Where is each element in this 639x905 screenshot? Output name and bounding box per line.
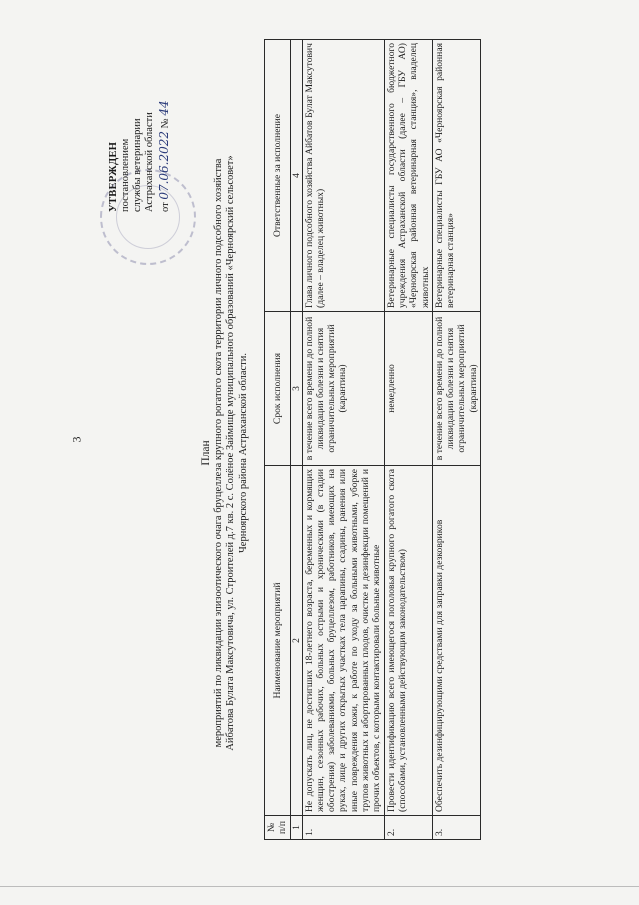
row-responsible: Глава личного подсобного хозяйства Айбатов Булат Максутович (далее – владелец животных) [302, 40, 384, 312]
header-num: № п/п [265, 816, 291, 840]
scan-edge-line [0, 886, 639, 887]
row-number: 3. [432, 816, 480, 840]
document-title: План [200, 440, 212, 466]
row-measure: Провести идентификацию всего имеющегося поголовья крупного рогатого скота (способами, установленными действующим законодательством) [384, 466, 432, 816]
heading-line: Черноярского района Астраханской области. [237, 353, 249, 554]
column-number: 2 [290, 466, 302, 816]
table-row [384, 40, 432, 840]
table-row [302, 40, 384, 840]
handwritten-date: 07.06.2022 [157, 130, 171, 200]
row-responsible: Ветеринарные специалисты государственного бюджетного учреждения Астраханской области (далее – ГБУ АО) «Черноярская районная ветеринарная станция», владелец животных [384, 40, 432, 312]
approval-date-line [158, 34, 172, 212]
row-term: немедленно [384, 312, 432, 466]
heading-line: Айбатова Булата Максутовича, ул. Строителей д.7 кв. 2 с. Солёное Займище муниципального образований «Черноярский сельсовет» [225, 155, 236, 751]
header-responsible: Ответственные за исполнение [265, 40, 291, 312]
date-prefix: от [160, 202, 171, 212]
rotated-sheet [106, 26, 546, 880]
row-term: в течение всего времени до полной ликвидации болезни и снятия ограничительных мероприятий (карантина) [302, 312, 384, 466]
row-measure: Обеспечить дезинфицирующими средствами для заправки дезковриков [432, 466, 480, 816]
column-number: 4 [290, 40, 302, 312]
column-number: 1 [290, 816, 302, 840]
approval-line: службы ветеринарии [132, 118, 143, 212]
row-responsible: Ветеринарные специалисты ГБУ АО «Черноярская районная ветеринарная станция» [432, 40, 480, 312]
approval-line: постановлением [120, 138, 131, 212]
column-number-row [290, 40, 302, 840]
row-term: в течение всего времени до полной ликвидации болезни и снятия ограничительных мероприятий (карантина) [432, 312, 480, 466]
page-number: 3 [69, 436, 84, 443]
column-number: 3 [290, 312, 302, 466]
document-heading [200, 36, 250, 870]
approval-line: Астраханской области [144, 112, 155, 212]
table-row [432, 40, 480, 840]
header-measure: Наименование мероприятий [265, 466, 291, 816]
approval-title: УТВЕРЖДЕН [108, 141, 119, 212]
heading-line: мероприятий по ликвидации эпизоотического очага бруцеллеза крупного рогатого скота территории личного подсобного хозяйства [212, 158, 224, 748]
row-number: 2. [384, 816, 432, 840]
handwritten-number: 44 [157, 100, 171, 116]
table-header-row [265, 40, 291, 840]
approval-block [108, 34, 172, 212]
header-term: Срок исполнения [265, 312, 291, 466]
row-number: 1. [302, 816, 384, 840]
number-prefix: № [160, 118, 171, 129]
row-measure: Не допускать лиц, не достигших 18-летнего возраста, беременных и кормящих женщин, сезонных рабочих, больных острыми и хроническими (в стадии обострения) заболеваниями, больных бруцеллезом, работников, имеющих на руках, лице и других открытых участках тела царапины, ссадины, ранения или иные повреждения кожи, к работе по уходу за больными животными, уборке трупов животных и абортированных плодов, очистке и дезинфекции помещений и прочих объектов, с которыми контактировали больные животные [302, 466, 384, 816]
plan-table [264, 39, 481, 840]
